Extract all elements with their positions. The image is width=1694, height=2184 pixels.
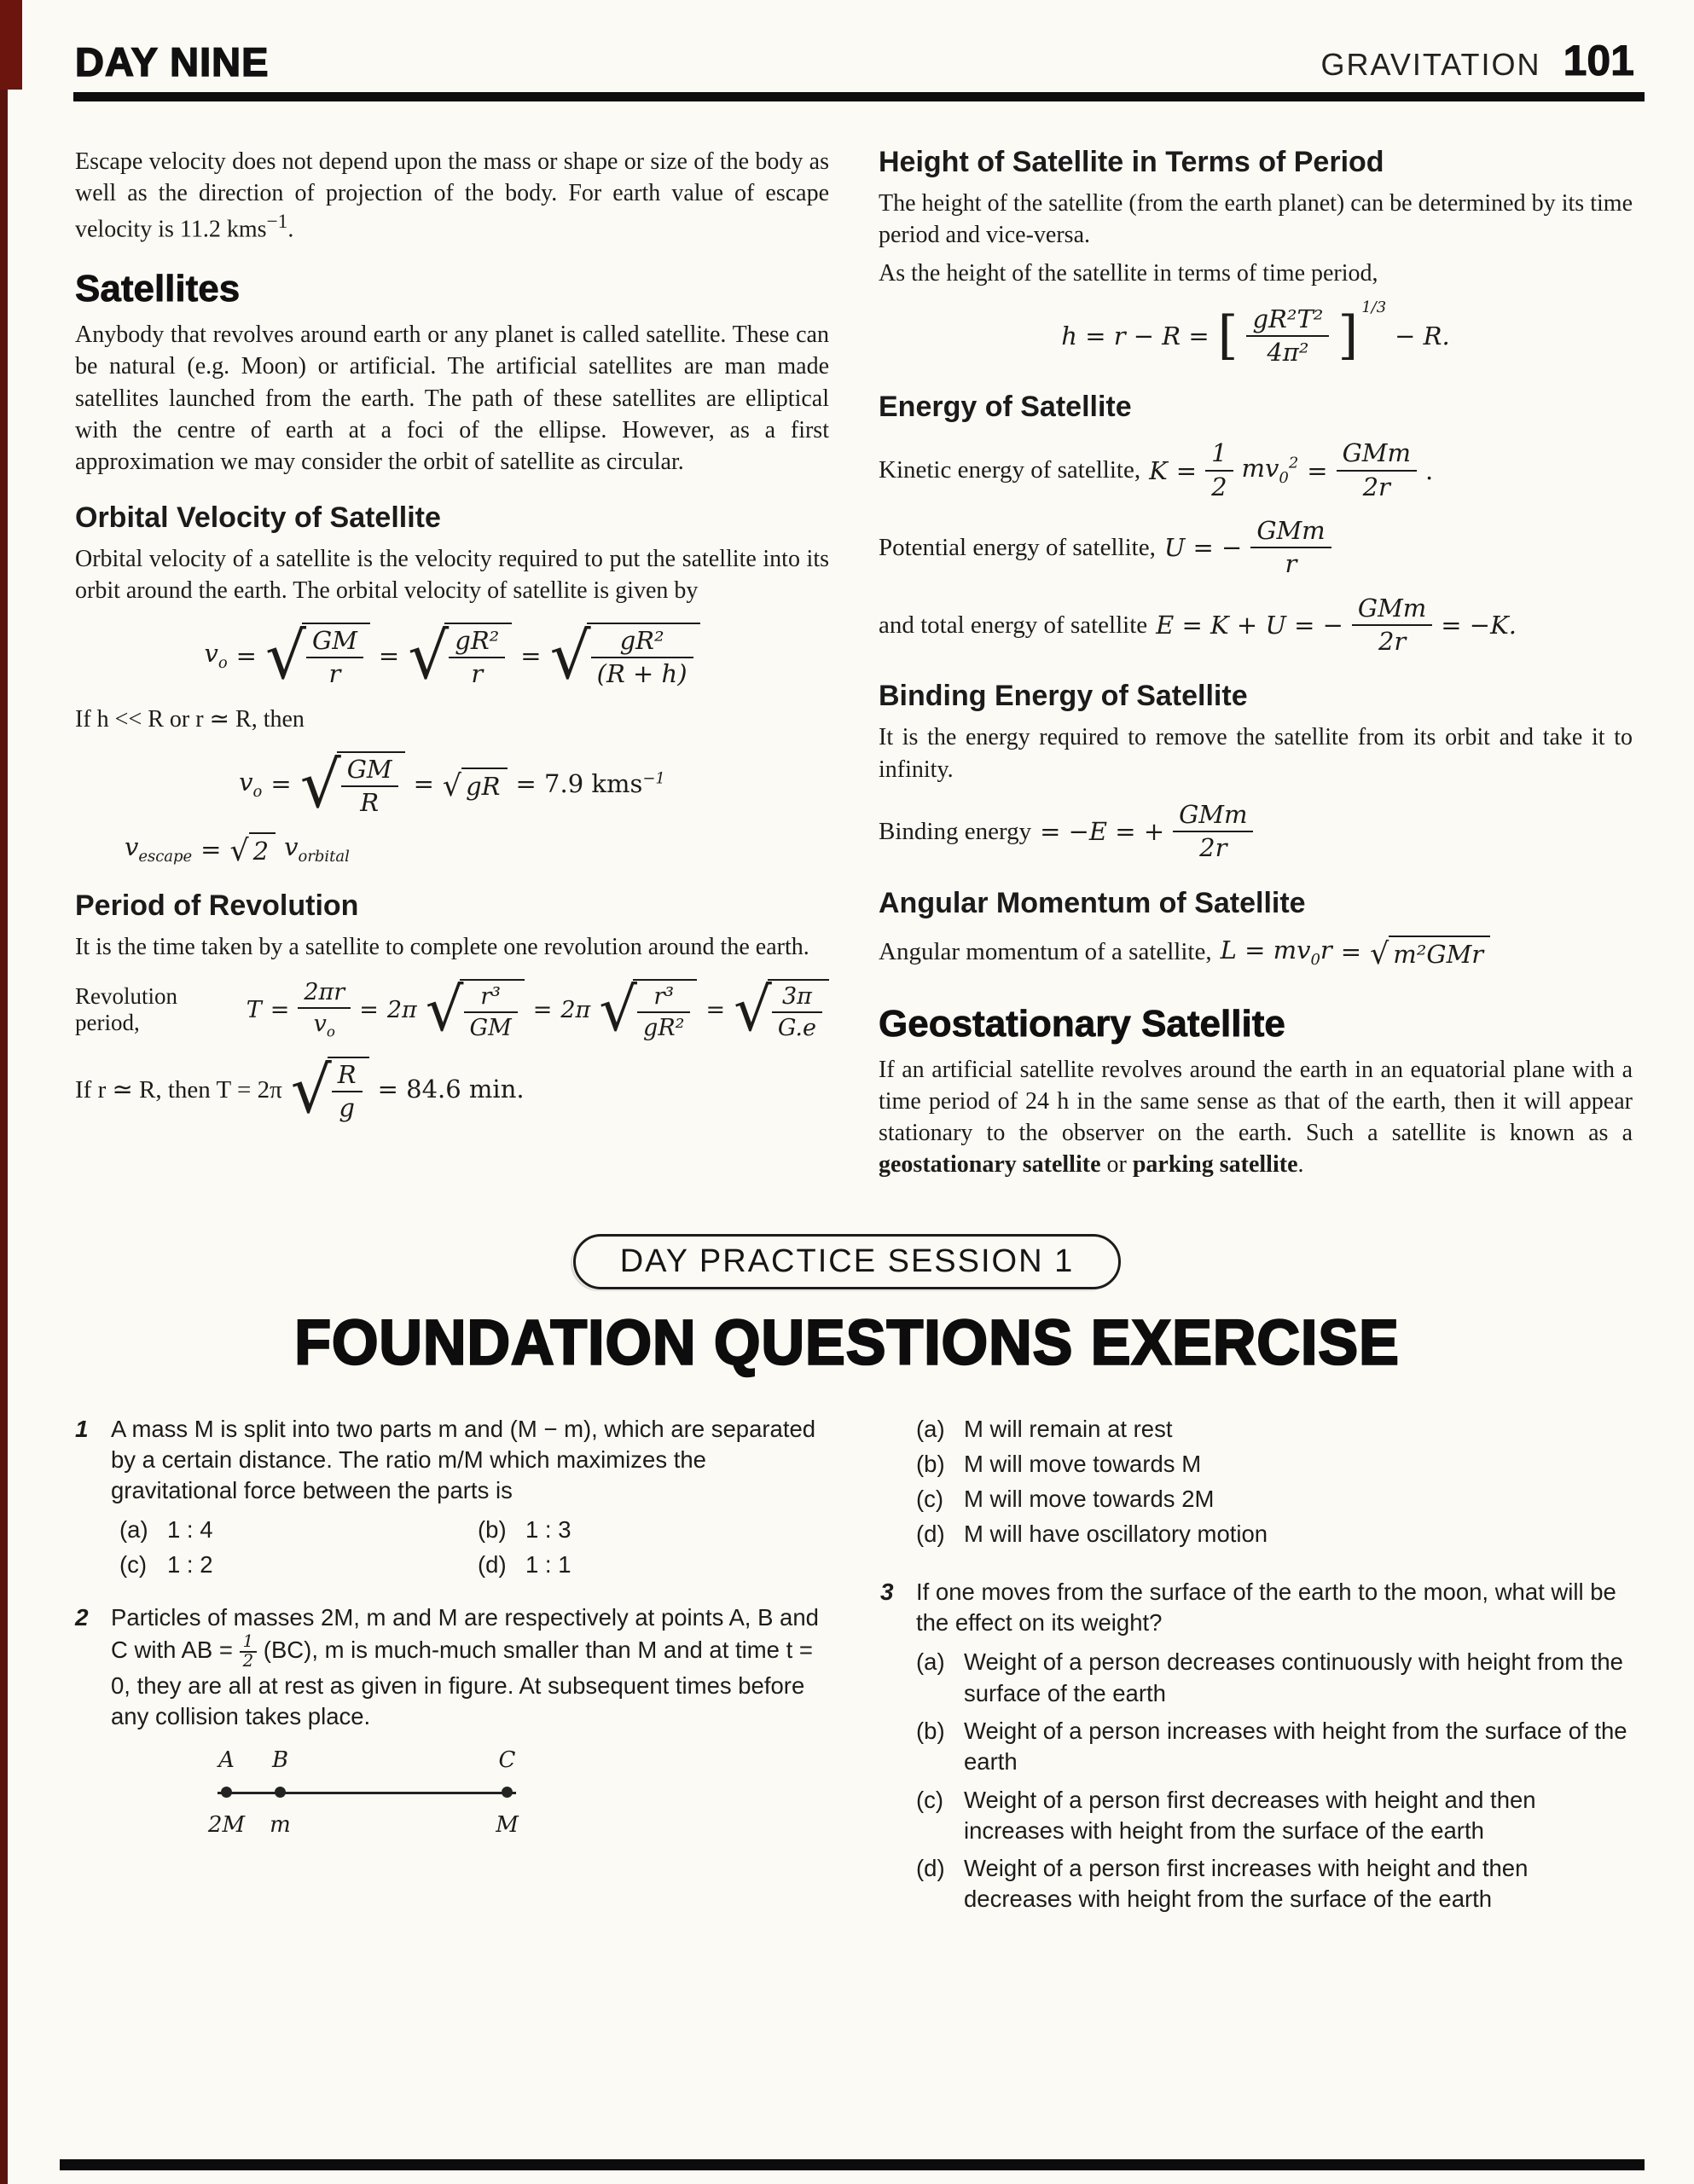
question-2 <box>75 1602 827 1839</box>
period: . <box>1424 455 1434 485</box>
escape-velocity-paragraph <box>75 146 829 246</box>
energy-of-satellite-heading: Energy of Satellite <box>879 391 1132 424</box>
geostationary-paragraph <box>879 1054 1633 1181</box>
radical-sign: √ <box>734 975 772 1046</box>
radical-sign: √ <box>264 618 307 694</box>
question-number: 1 <box>75 1415 89 1442</box>
question-2-options-block <box>880 1414 1633 1555</box>
theory-section <box>0 101 1694 1188</box>
exercise-title: FOUNDATION QUESTIONS EXERCISE <box>294 1306 1400 1377</box>
formula-lead-text: Revolution period, <box>75 983 177 1036</box>
question-number: 3 <box>880 1578 894 1605</box>
question-2-options <box>916 1414 1633 1555</box>
orbital-velocity-paragraph: Orbital velocity of a satellite is the velocity required to put the satellite into its orbit around the earth. The orbital velocity of satellite is given by <box>75 546 829 605</box>
header-rule <box>73 92 1645 101</box>
period-symbol: T <box>246 996 262 1023</box>
sqrt-term: √ $\frac{\text{r³}}{\text{gR²}}$ <box>599 979 697 1041</box>
radical-sign: √ <box>599 975 638 1046</box>
option-d: (d) Weight of a person first increases with height and then decreases with height from the surface of the earth <box>916 1855 1529 1913</box>
questions-right-column <box>880 1414 1633 1944</box>
v-orbital-symbol: $v_{orbital}$ <box>284 832 350 866</box>
page-number: 101 <box>1563 37 1634 84</box>
height-lhs: h = r − R = <box>1061 322 1210 351</box>
binding-energy-expression: = −E = + <box>1040 817 1165 847</box>
question-body <box>111 1414 827 1580</box>
figure-dot <box>221 1787 232 1798</box>
coefficient: 2π <box>560 996 591 1023</box>
option-c: (c) 1 : 2 <box>119 1550 213 1578</box>
sqrt-term: √ 2 <box>229 832 276 866</box>
numeric-value: = 7.9 kms$^{-1}$ <box>515 769 665 799</box>
question-text: If one moves from the surface of the earth to the moon, what will be the effect on its weight? <box>916 1578 1616 1637</box>
exponent-one-third: 1/3 <box>1361 298 1387 316</box>
formula-lead-text: If r ≃ R, then T = 2π <box>75 1075 282 1104</box>
fraction: $\frac{\text{GMm}}{2r}$ <box>1352 594 1432 657</box>
day-label: DAY NINE <box>75 39 270 84</box>
sqrt-term: √ m²GMr <box>1370 936 1490 969</box>
sqrt-term: √ $\frac{\text{gR²}}{r}$ <box>408 623 512 689</box>
option-c: (c) Weight of a person first decreases with height and then increases with height from the surface of the earth <box>916 1786 1536 1844</box>
orbital-velocity-approx-formula <box>75 747 829 823</box>
potential-energy-symbol: U = − <box>1163 533 1243 563</box>
fraction: $\frac{\text{gR²T²}}{\text{4π²}}$ <box>1246 305 1329 368</box>
coefficient: 2π <box>386 996 417 1023</box>
question-text: Particles of masses 2M, m and M are respectively at points A, B and C with AB = $\frac{1}{2}$ (BC), m is much-much smaller than M and at time t = 0, they are all at rest as given in figure. At subsequent times before any collision takes place. <box>111 1604 819 1730</box>
sqrt-term: √ $\frac{GM}{r}$ <box>265 623 370 689</box>
v-orbital-symbol: $v_o$ <box>239 768 263 801</box>
equals-sign: = <box>200 834 222 864</box>
figure-mass-label: 2M <box>207 1812 246 1839</box>
right-bracket: ] <box>1337 305 1359 367</box>
radical-sign: √ <box>1370 936 1389 971</box>
satellites-paragraph: Anybody that revolves around earth or any planet is called satellite. These can be natural (e.g. Moon) or artificial. The artificial satellites are man made satellites launched from the earth. The path of these satellites are elliptical with the centre of earth at a foci of the ellipse. However, as a first approximation we may consider the orbit of satellite as circular. <box>75 322 829 475</box>
revolution-period-formula <box>75 975 829 1046</box>
fraction: $\frac{\text{GMm}}{2r}$ <box>1173 801 1253 863</box>
radical-sign: √ <box>442 769 462 804</box>
angular-momentum-formula <box>879 936 1633 969</box>
formula-lead-text: Potential energy of satellite, <box>879 533 1156 561</box>
sqrt-term: √ $\frac{GM}{R}$ <box>300 751 405 818</box>
question-body <box>916 1577 1633 1922</box>
scan-edge-strip <box>0 0 8 2184</box>
period-of-revolution-paragraph: It is the time taken by a satellite to complete one revolution around the earth. <box>75 934 809 961</box>
figure-point-label: B <box>271 1747 289 1774</box>
total-energy-tail: = −K. <box>1441 611 1517 640</box>
figure-point-label: A <box>218 1747 235 1774</box>
equals-sign: = <box>532 996 553 1023</box>
satellites-heading: Satellites <box>75 268 241 310</box>
option-a: (a) M will remain at rest <box>916 1415 1173 1442</box>
radical-sign: √ <box>299 747 341 823</box>
equals-sign: = <box>1340 937 1362 967</box>
period-near-surface-formula <box>75 1052 829 1128</box>
escape-orbital-relation-formula <box>125 832 829 869</box>
geostationary-text: If an artificial satellite revolves around the earth in an equatorial plane with a time period of 24 h in the same sense as that of the earth, then it will appear stationary to the observer on the earth. Such a satellite is known as a <box>879 1056 1633 1147</box>
v-escape-symbol: $v_{escape}$ <box>125 832 193 866</box>
period: . <box>1297 1151 1304 1179</box>
question-3-options <box>916 1647 1633 1915</box>
numeric-value: = 84.6 min. <box>377 1075 525 1104</box>
escape-velocity-text: Escape velocity does not depend upon the mass or shape or size of the body as well as the direction of projection of the body. For earth value of escape velocity is 11.2 kms <box>75 148 829 243</box>
fraction: $\frac{2\pi r}{v_o}$ <box>298 979 351 1040</box>
height-of-satellite-paragraph: The height of the satellite (from the earth planet) can be determined by its time period and vice-versa. <box>879 190 1633 249</box>
figure-dot <box>502 1787 513 1798</box>
figure-point-label: C <box>498 1747 516 1774</box>
orbital-velocity-heading: Orbital Velocity of Satellite <box>75 501 441 535</box>
sqrt-term: √ $\frac{R}{g}$ <box>291 1057 369 1123</box>
radical-sign: √ <box>425 975 464 1046</box>
scan-bottom-bar <box>60 2159 1645 2170</box>
binding-energy-formula <box>879 801 1633 863</box>
geostationary-text: or <box>1100 1151 1133 1179</box>
equals-sign: = <box>520 640 542 670</box>
question-body <box>111 1602 827 1839</box>
sqrt-term: √ gR <box>443 768 508 801</box>
equals-sign: = <box>1307 455 1328 485</box>
theory-right-column <box>879 146 1633 1188</box>
height-in-terms-of-period-text: As the height of the satellite in terms of time period, <box>879 260 1378 287</box>
formula-lead-text: and total energy of satellite <box>879 611 1148 639</box>
option-b: (b) M will move towards M <box>916 1450 1202 1477</box>
kinetic-energy-formula <box>879 439 1633 501</box>
radical-sign: √ <box>290 1052 332 1128</box>
option-d: (d) M will have oscillatory motion <box>916 1521 1268 1548</box>
angular-momentum-expression: $L = mv_0r$ <box>1220 935 1332 969</box>
questions-left-column <box>75 1414 827 1944</box>
practice-session-banner <box>0 1234 1694 1289</box>
one-half-fraction: $\frac{1}{2}$ <box>240 1633 258 1671</box>
header-right <box>1321 36 1634 85</box>
questions-section <box>0 1385 1694 1944</box>
binding-energy-heading: Binding Energy of Satellite <box>879 680 1248 713</box>
question-text: A mass M is split into two parts m and (M − m), which are separated by a certain distance. The ratio m/M which maximizes the gravitational force between the parts is <box>111 1415 816 1504</box>
exponent: −1 <box>266 211 288 234</box>
angular-momentum-heading: Angular Momentum of Satellite <box>879 886 1306 919</box>
fraction: $\frac{1}{2}$ <box>1205 439 1233 501</box>
equals-sign: = <box>1175 455 1198 485</box>
equals-sign: = <box>235 640 257 670</box>
option-b: (b) Weight of a person increases with height from the surface of the earth <box>916 1717 1627 1776</box>
question-1 <box>75 1414 827 1580</box>
option-a: (a) Weight of a person decreases continuously with height from the surface of the earth <box>916 1648 1623 1706</box>
period: . <box>287 216 294 243</box>
v-orbital-symbol: $v_o$ <box>204 639 228 672</box>
question-1-options <box>119 1515 827 1580</box>
kinetic-energy-symbol: K <box>1149 455 1168 485</box>
formula-lead-text: Kinetic energy of satellite, <box>879 456 1141 484</box>
sqrt-term: √ $\frac{3\pi}{G.e}$ <box>734 979 829 1041</box>
formula-lead-text: Angular momentum of a satellite, <box>879 937 1212 965</box>
sqrt-term: √ $\frac{\text{gR²}}{(R + h)}$ <box>550 623 700 689</box>
equals-sign: = <box>705 996 726 1023</box>
left-bracket: [ <box>1217 305 1239 367</box>
q2-figure <box>207 1747 519 1839</box>
figure-line <box>218 1792 516 1794</box>
fraction: $\frac{\text{GMm}}{2r}$ <box>1337 439 1417 501</box>
option-c: (c) M will move towards 2M <box>916 1486 1215 1513</box>
radical-sign: √ <box>549 618 591 694</box>
fraction: $\frac{\text{GMm}}{r}$ <box>1250 517 1331 579</box>
figure-mass-label: m <box>270 1812 291 1839</box>
page-header <box>0 0 1694 85</box>
mv-squared-term: $mv_0^2$ <box>1241 454 1299 488</box>
question-3 <box>880 1577 1633 1922</box>
radical-sign: √ <box>408 618 450 694</box>
binding-energy-paragraph: It is the energy required to remove the satellite from its orbit and take it to infinity. <box>879 724 1633 783</box>
geostationary-heading: Geostationary Satellite <box>879 1002 1285 1045</box>
figure-mass-label: M <box>496 1812 519 1839</box>
formula-lead-text: Binding energy <box>879 817 1032 845</box>
total-energy-formula <box>879 594 1633 657</box>
height-tail: − R. <box>1395 322 1450 351</box>
total-energy-expression: E = K + U = − <box>1156 611 1343 640</box>
geostationary-bold-term: geostationary satellite <box>879 1151 1101 1179</box>
equals-sign: = <box>413 769 434 799</box>
period-of-revolution-heading: Period of Revolution <box>75 889 359 923</box>
option-b: (b) 1 : 3 <box>478 1516 571 1544</box>
practice-session-pill: DAY PRACTICE SESSION 1 <box>573 1234 1122 1289</box>
option-d: (d) 1 : 1 <box>478 1550 571 1578</box>
theory-left-column <box>75 146 829 1188</box>
sqrt-term: √ $\frac{\text{r³}}{GM}$ <box>426 979 525 1041</box>
height-formula <box>879 298 1633 368</box>
orbital-velocity-formula <box>75 618 829 694</box>
height-of-satellite-heading: Height of Satellite in Terms of Period <box>879 146 1384 178</box>
equals-sign: = <box>378 640 400 670</box>
option-a: (a) 1 : 4 <box>119 1516 213 1544</box>
equals-sign: = <box>359 996 379 1023</box>
spacer <box>880 1414 906 1555</box>
radical-sign: √ <box>229 834 249 869</box>
figure-dot <box>275 1787 286 1798</box>
parking-satellite-bold-term: parking satellite <box>1132 1151 1298 1179</box>
approximation-condition: If h << R or r ≃ R, then <box>75 706 305 733</box>
equals-sign: = <box>270 769 292 799</box>
equals-sign: = <box>270 996 290 1023</box>
chapter-title: GRAVITATION <box>1320 47 1541 82</box>
question-number: 2 <box>75 1604 89 1631</box>
potential-energy-formula <box>879 517 1633 579</box>
